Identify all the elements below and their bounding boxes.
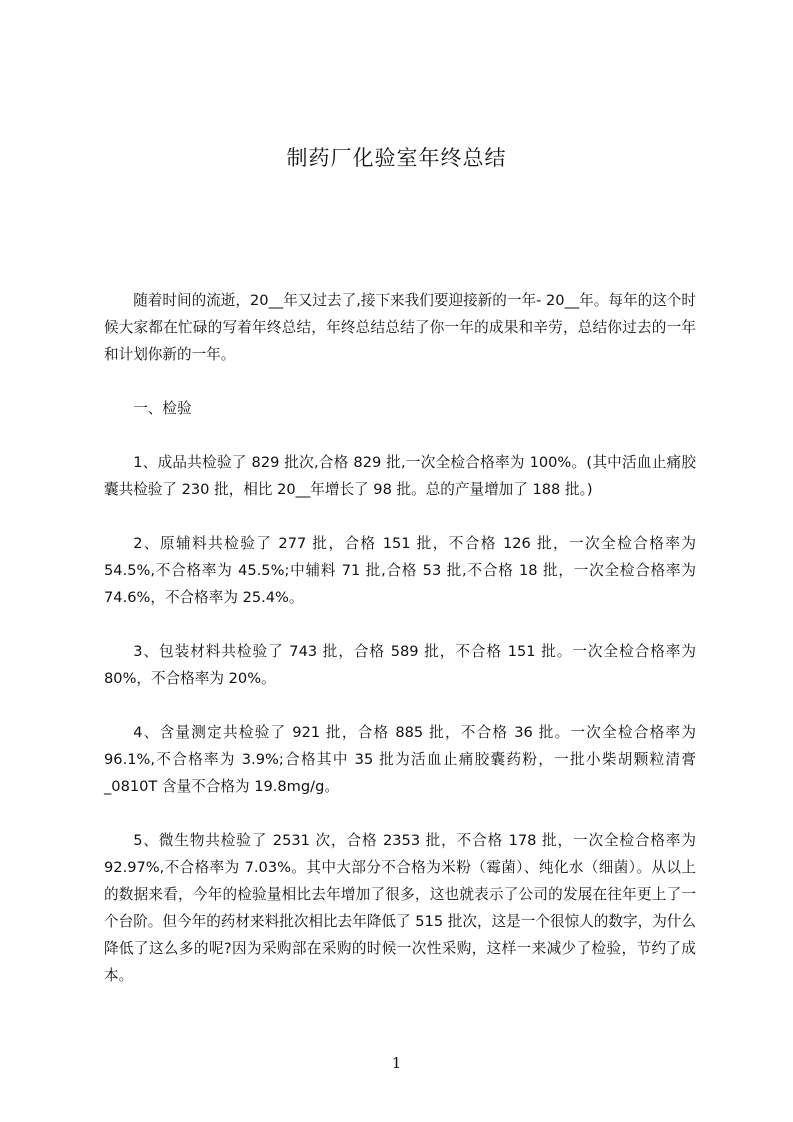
item-paragraph-1: 1、成品共检验了 829 批次,合格 829 批,一次全检合格率为 100%。(其中活血止痛胶囊共检验了 230 批，相比 20__年增长了 98 批。总的产量增加了 188 批。) xyxy=(104,454,696,498)
document-body xyxy=(104,287,696,1016)
section-heading: 一、检验 xyxy=(133,400,192,417)
item-paragraph-3: 3、包装材料共检验了 743 批，合格 589 批，不合格 151 批。一次全检合格率为 80%，不合格率为 20%。 xyxy=(104,643,696,687)
intro-paragraph: 随着时间的流逝，20__年又过去了,接下来我们要迎接新的一年- 20__年。每年的这个时候大家都在忙碌的写着年终总结，年终总结总结了你一年的成果和辛劳，总结你过去的一年和计划你新的一年。 xyxy=(104,292,696,363)
item-paragraph-5: 5、微生物共检验了 2531 次，合格 2353 批，不合格 178 批，一次全检合格率为 92.97%,不合格率为 7.03%。其中大部分不合格为米粉（霉菌）、纯化水（细菌）。从以上的数据来看，今年的检验量相比去年增加了很多，这也就表示了公司的发展在往年更上了一个台阶。但今年的药材来料批次相比去年降低了 515 批次，这是一个很惊人的数字，为什么降低了这么多的呢?因为采购部在采购的时候一次性采购，这样一来减少了检验，节约了成本。 xyxy=(104,832,696,984)
item-paragraph-4: 4、含量测定共检验了 921 批，合格 885 批，不合格 36 批。一次全检合格率为 96.1%,不合格率为 3.9%;合格其中 35 批为活血止痛胶囊药粉，一批小柴胡颗粒清膏_0810T 含量不合格为 19.8mg/g。 xyxy=(104,724,696,795)
page-title: 制药厂化验室年终总结 xyxy=(286,146,507,170)
page-number: 1 xyxy=(391,1054,402,1072)
item-paragraph-2: 2、原辅料共检验了 277 批，合格 151 批，不合格 126 批，一次全检合格率为 54.5%,不合格率为 45.5%;中辅料 71 批,合格 53 批,不合格 18 批，一次全检合格率为 74.6%，不合格率为 25.4%。 xyxy=(104,535,696,606)
